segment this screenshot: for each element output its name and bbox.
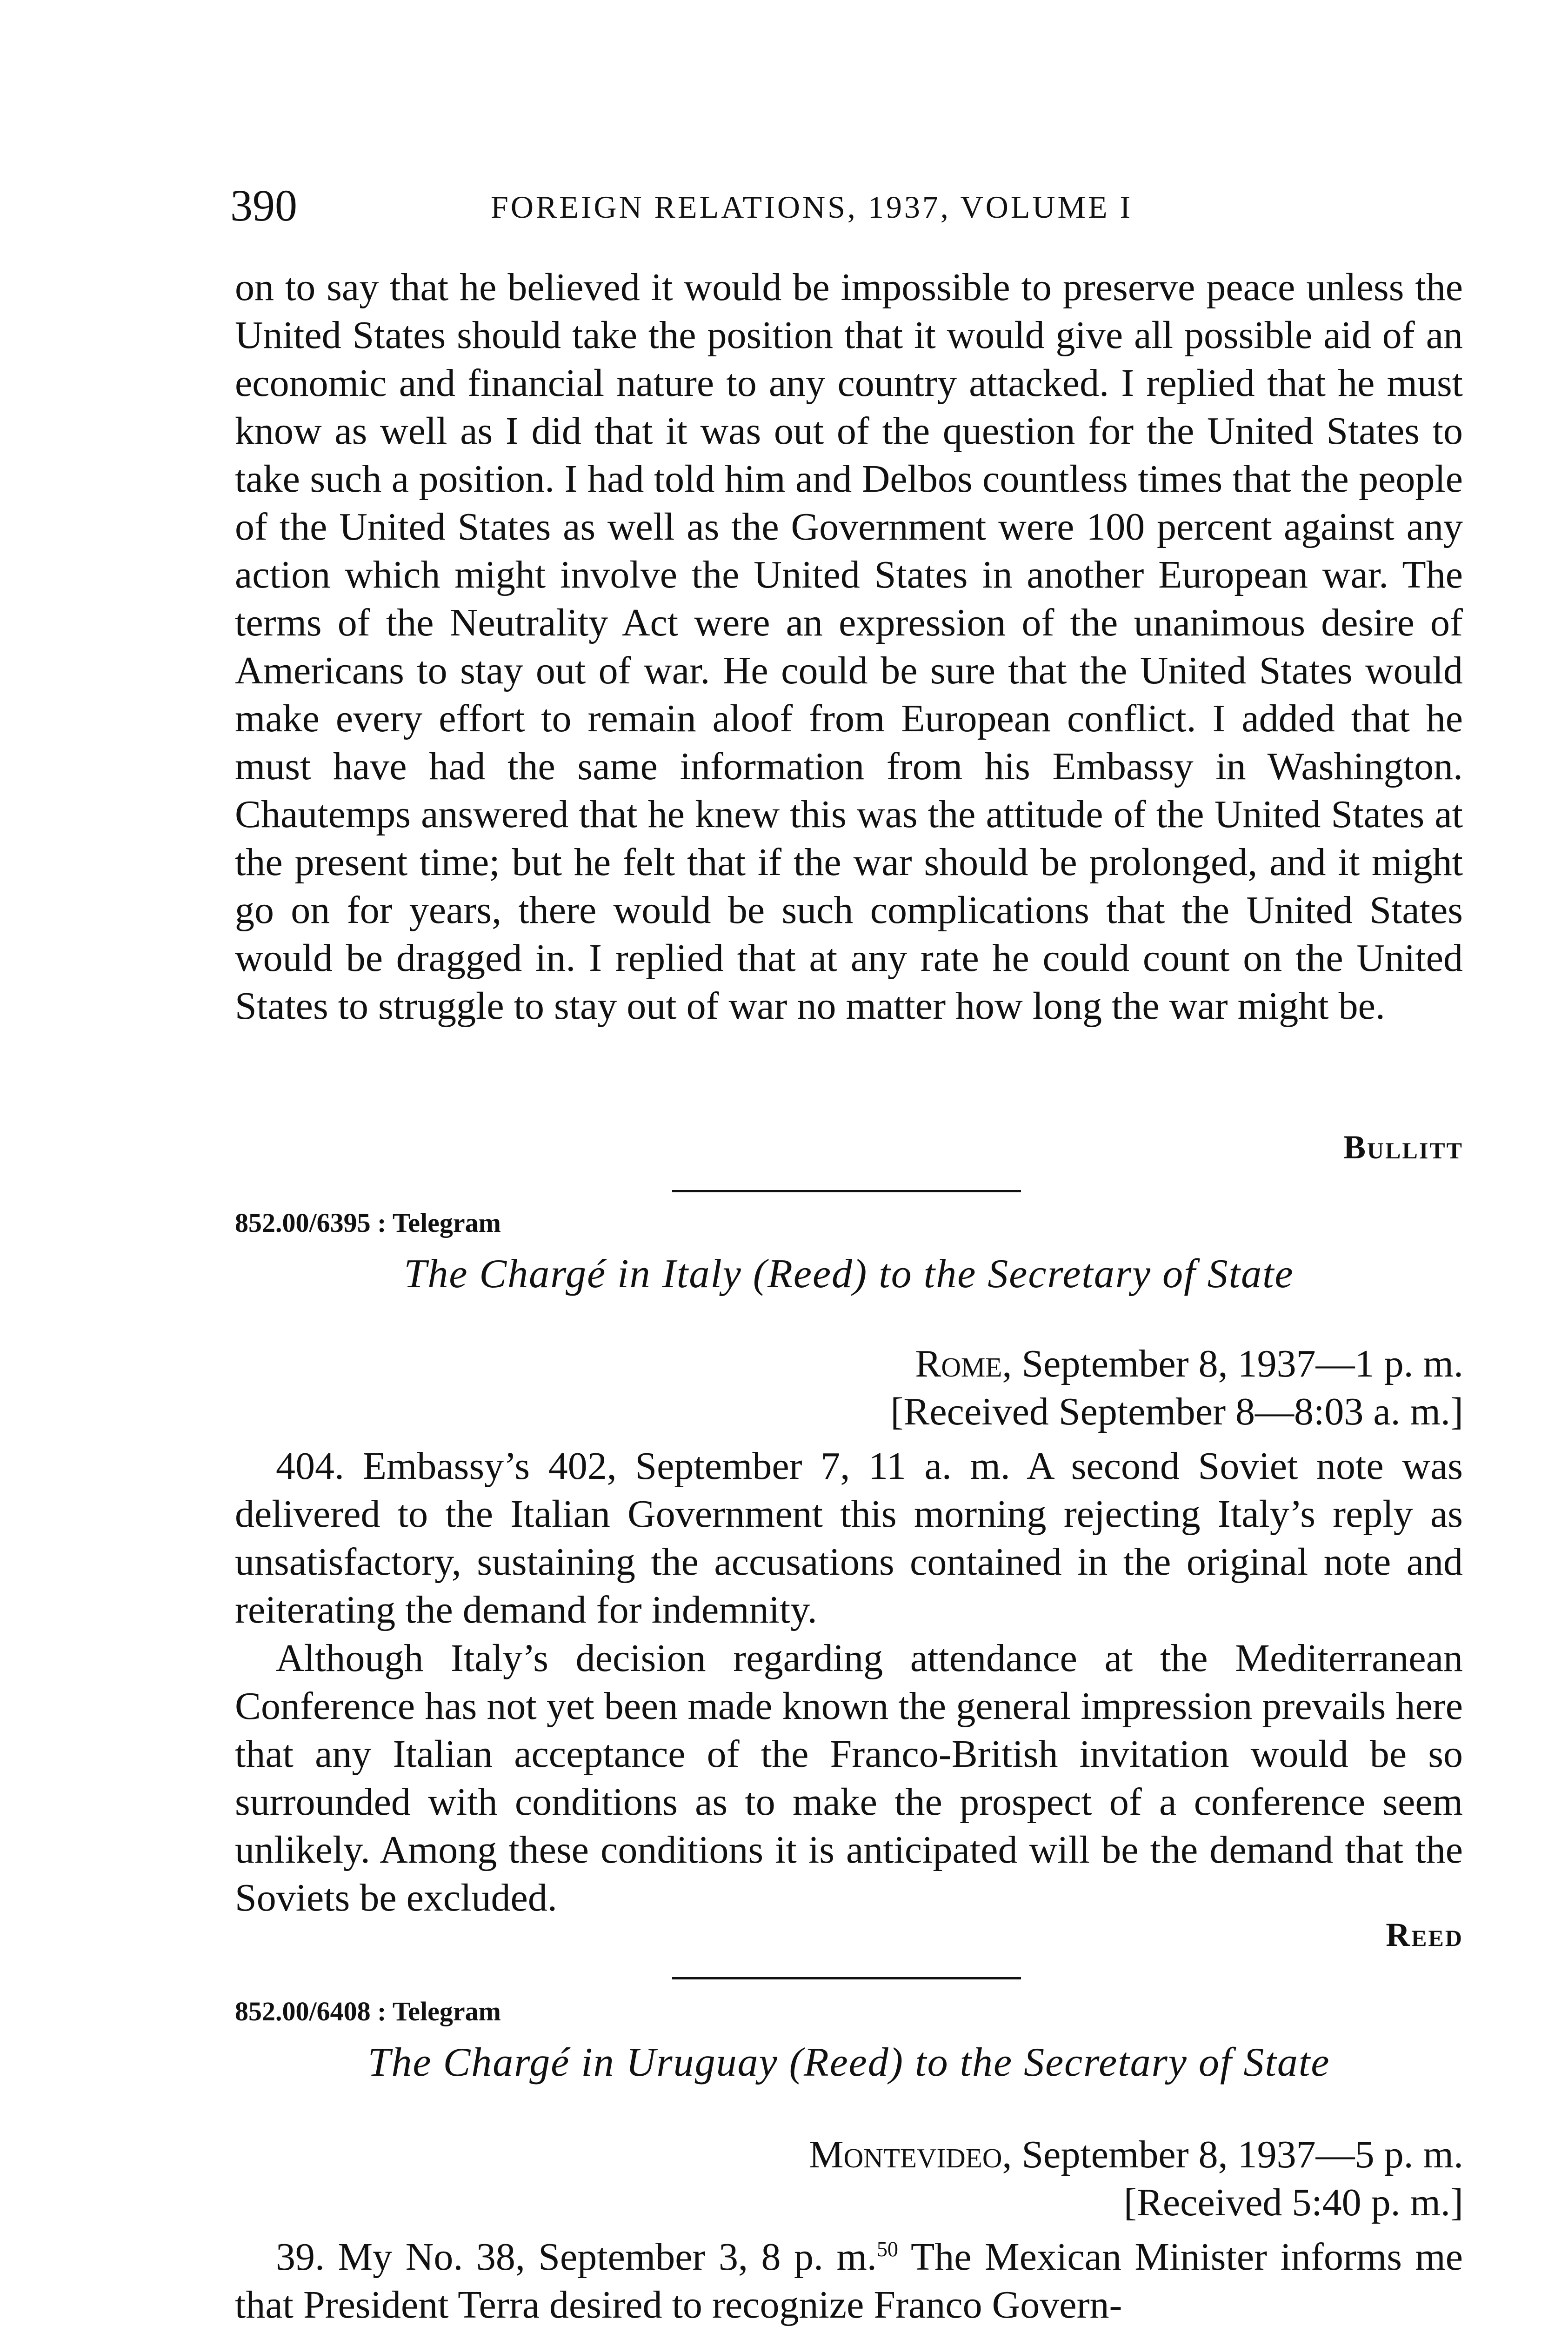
document-title: The Chargé in Uruguay (Reed) to the Secretary of State (367, 2040, 1330, 2085)
date: , September 8, 1937—1 p. m. (1002, 1342, 1463, 1385)
document-title: The Chargé in Italy (Reed) to the Secretary of State (404, 1251, 1294, 1297)
paragraph-rest: The Mexican Minister informs me that President Terra desired to recognize Franco Govern- (235, 2235, 1463, 2326)
page-header (230, 178, 1486, 234)
running-title: FOREIGN RELATIONS, 1937, VOLUME I (491, 189, 1133, 225)
place: Montevideo (808, 2133, 1002, 2176)
footnote-reference: 50 (876, 2237, 899, 2261)
paragraph-start: 39. My No. 38, September 3, 8 p. m. (276, 2235, 877, 2279)
received-line: [Received 5:40 p. m.] (1123, 2181, 1463, 2224)
dateline (890, 1340, 1463, 1436)
date: , September 8, 1937—5 p. m. (1002, 2133, 1463, 2176)
date-place (890, 1340, 1463, 1388)
dateline (809, 2131, 1463, 2226)
section-divider (672, 1190, 1021, 1192)
page-number: 390 (230, 180, 297, 230)
section-divider (672, 1977, 1021, 1979)
bullitt-telegram-paragraph: on to say that he believed it would be impossible to preserve peace unless the United States should take the position that it would give all possible aid of an economic and financial nature to any country attacked. I replied that he must know as well as I did that it was out of the question for the United States to take such a position. I had told him and Delbos countless times that the people of the United States as well as the Government were 100 percent against any action which might involve the United States in another European war. The terms of the Neutrality Act were an expression of the unanimous desire of Americans to stay out of war. He could be sure that the United States would make every effort to remain aloof from European conflict. I added that he must have had the same information from his Embassy in Washington. Chautemps answered that he knew this was the attitude of the United States at the present time; but he felt that if the war should be prolonged, and it might go on for years, there would be such complications that the United States would be dragged in. I replied that at any rate he could count on the United States to struggle to stay out of war no matter how long the war might be. (235, 266, 1463, 1028)
file-reference: 852.00/6408 : Telegram (235, 1996, 501, 2026)
reed-uruguay-paragraph (235, 2233, 1463, 2326)
place: Rome (915, 1342, 1002, 1385)
reed-italy-paragraph-2: Although Italy’s decision regarding attendance at the Mediterranean Conference has not yet been made known the general impression prevails here that any Italian acceptance of the Franco-British invitation would be so surrounded with conditions as to make the prospect of a conference seem unlikely. Among these conditions it is anticipated will be the demand that the Soviets be excluded. (235, 1637, 1463, 1919)
date-place (809, 2131, 1463, 2179)
signature-bullitt: Bullitt (1343, 1129, 1463, 1166)
file-reference: 852.00/6395 : Telegram (235, 1208, 501, 1238)
reed-italy-paragraph-1: 404. Embassy’s 402, September 7, 11 a. m. A second Soviet note was delivered to the Italian Government this morning rejecting Italy’s reply as unsatisfactory, sustaining the accusations contained in the original note and reiterating the demand for indemnity. (235, 1444, 1463, 1631)
received-line: [Received September 8—8:03 a. m.] (890, 1390, 1463, 1433)
signature-reed: Reed (1386, 1916, 1463, 1953)
